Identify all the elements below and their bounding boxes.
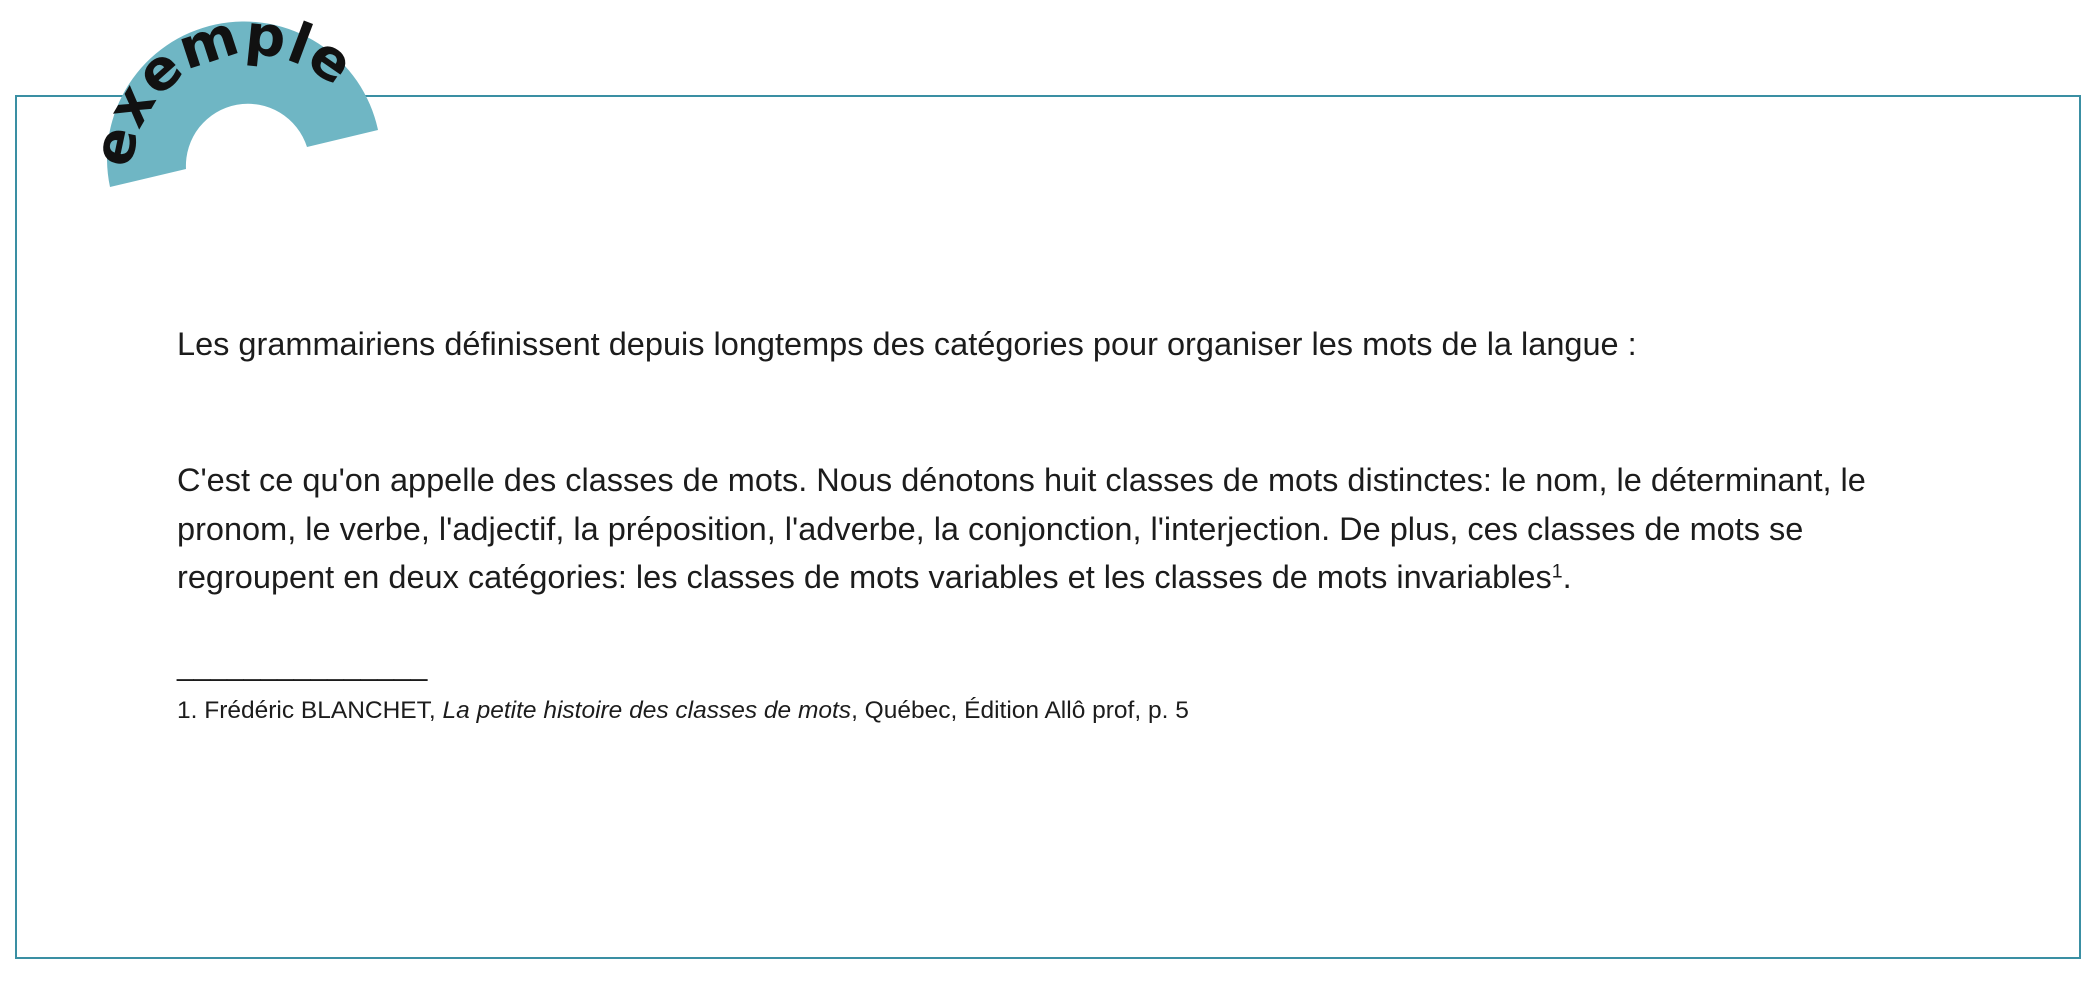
footnote-author: Frédéric BLANCHET, [204, 696, 436, 724]
footnote [177, 694, 1937, 728]
footnote-book-title: La petite histoire des classes de mots [442, 696, 852, 724]
badge-label: exemple [80, 2, 366, 172]
body-paragraph [177, 456, 1937, 602]
footnote-separator: _______________ [177, 648, 428, 682]
intro-paragraph: Les grammairiens définissent depuis longtemps des catégories pour organiser les mots de la langue : [177, 326, 1637, 362]
body-paragraph-text: C'est ce qu'on appelle des classes de mots. Nous dénotons huit classes de mots distinctes: le nom, le déterminant, le pronom, le verbe, l'adjectif, la préposition, l'adverbe, la conjonction, l'interjection. De plus, ces classes de mots se regroupent en deux catégories: les classes de mots variables et les classes de mots invariables [177, 462, 1866, 595]
main-content [177, 320, 1937, 728]
footnote-publication: , Québec, Édition Allô prof, p. 5 [851, 696, 1189, 724]
body-paragraph-end: . [1562, 559, 1572, 595]
exemple-badge [80, 2, 390, 205]
footnote-reference: 1 [1551, 560, 1563, 583]
footnote-number: 1. [177, 696, 198, 724]
